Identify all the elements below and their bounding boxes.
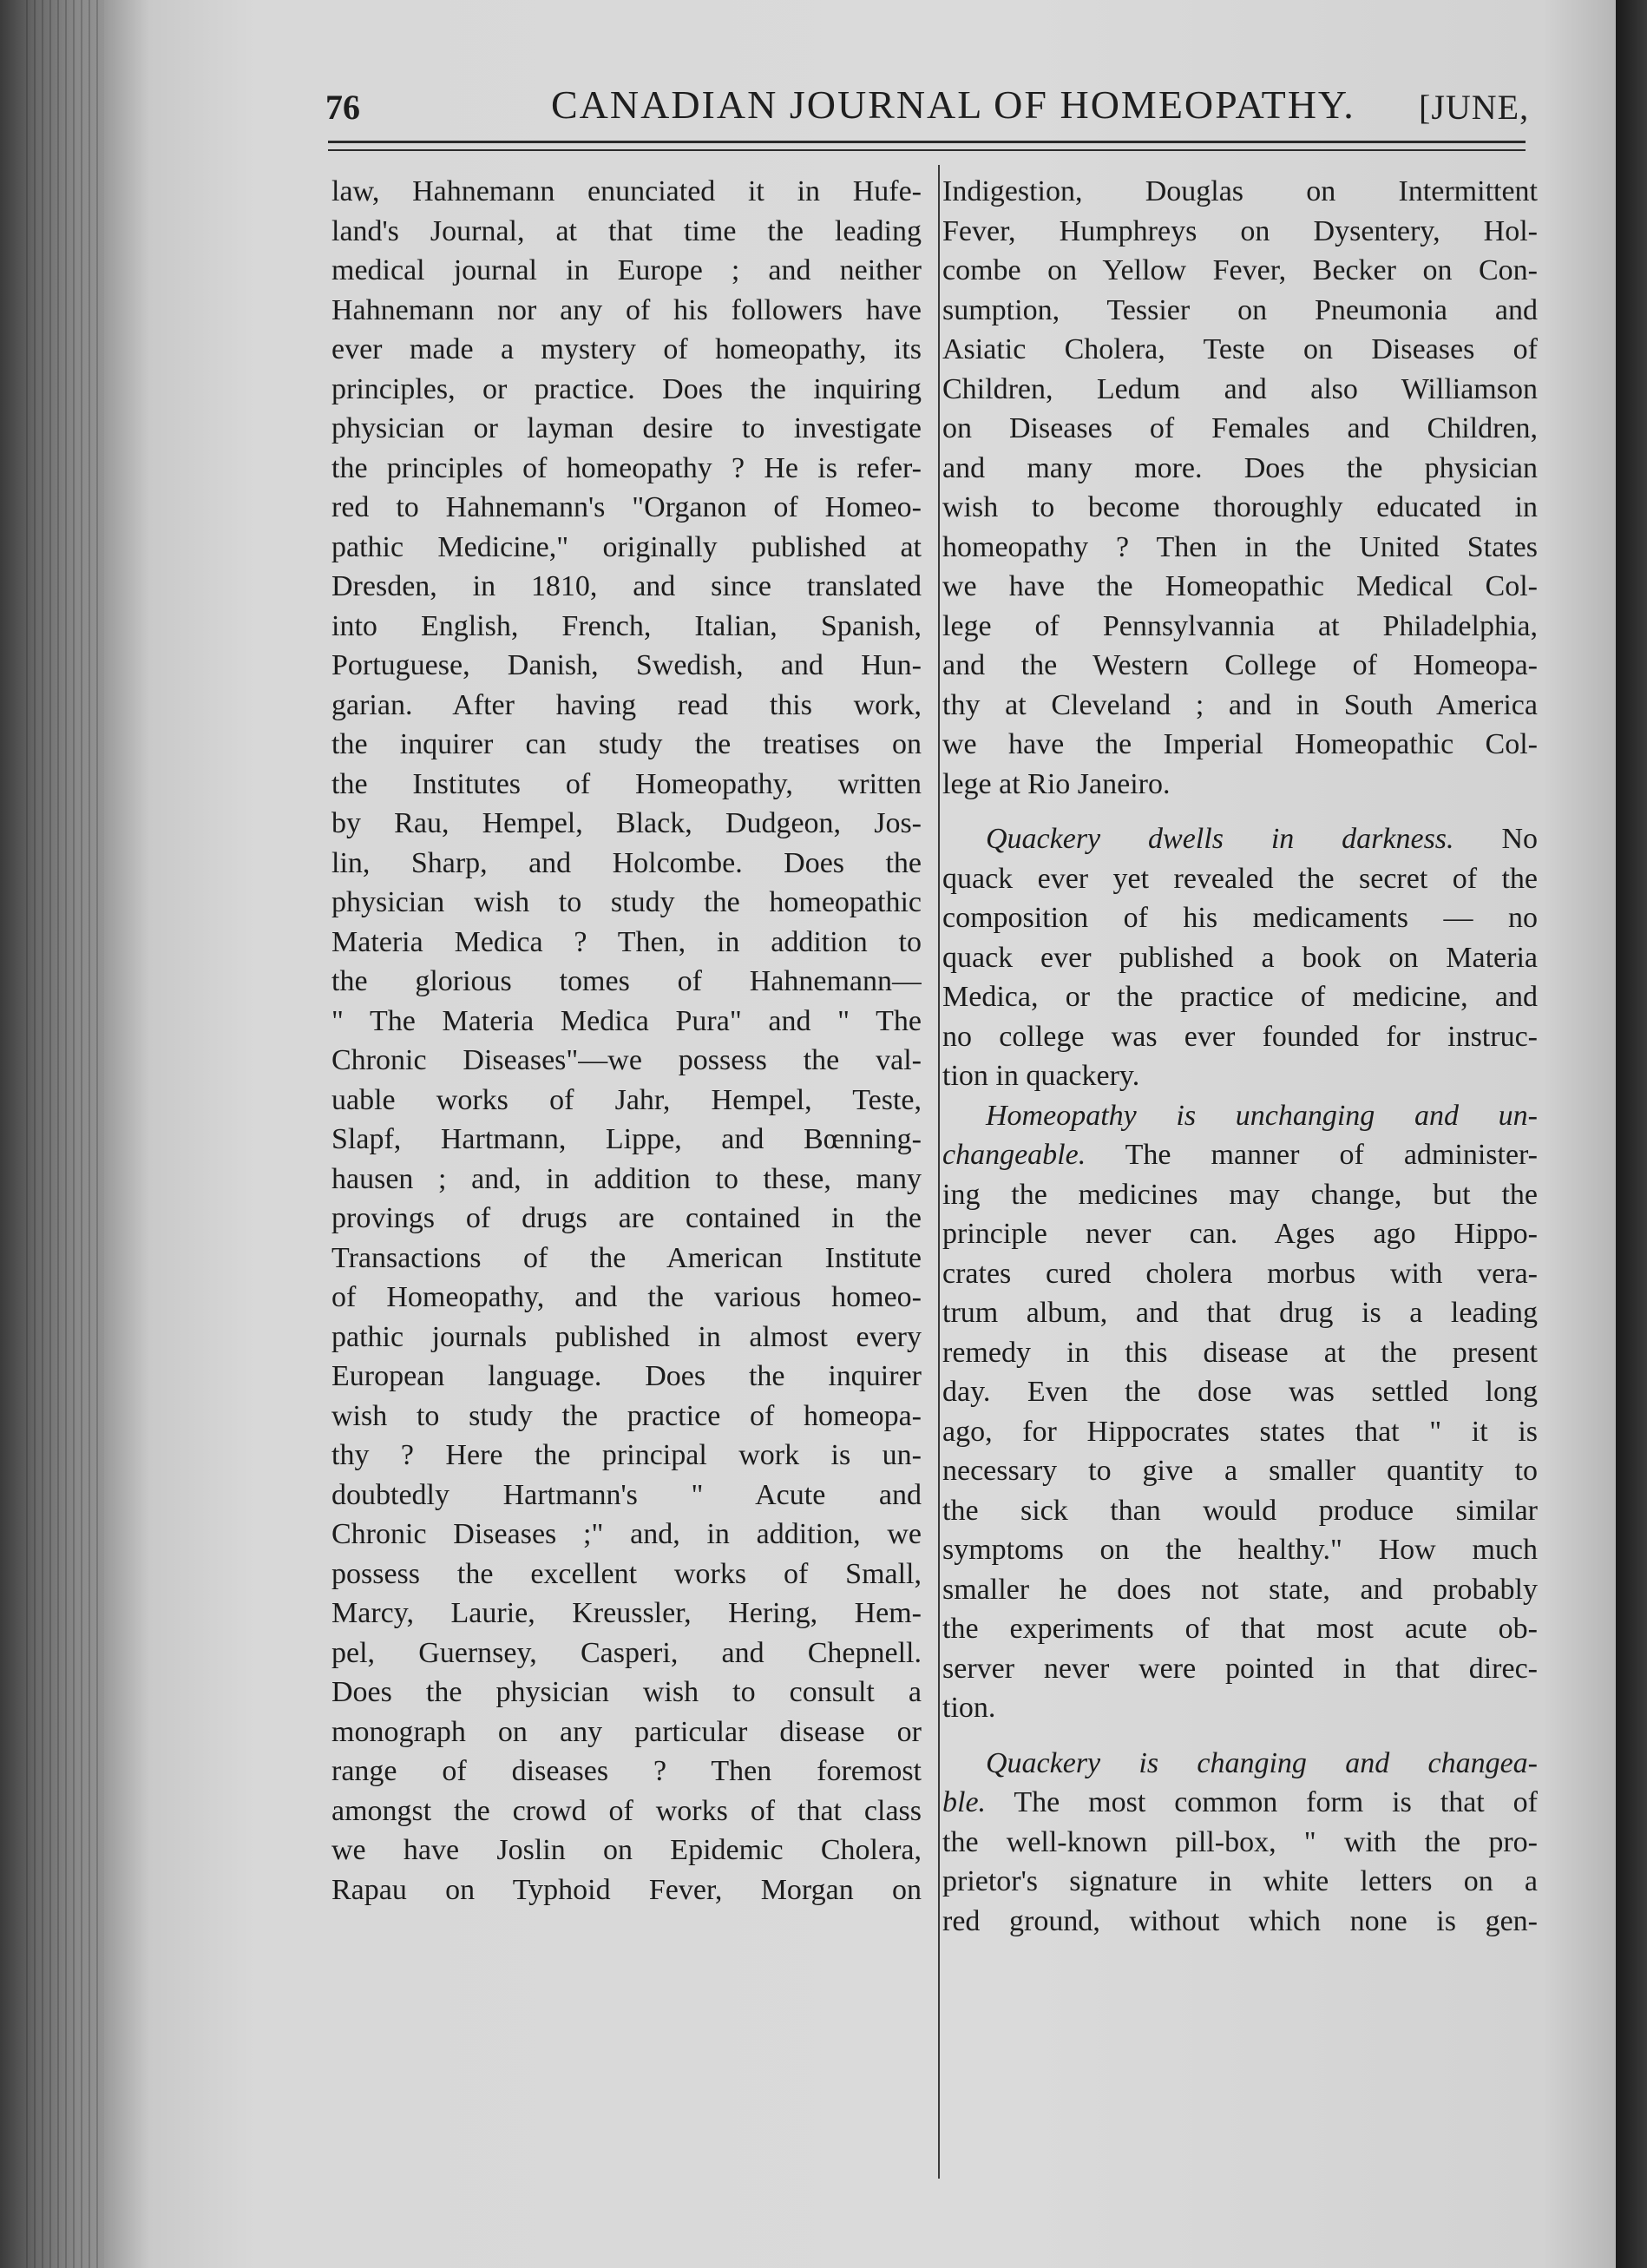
italic-heading: Quackery dwells in darkness. [986, 823, 1454, 855]
text-line: the Institutes of Homeopathy, written [331, 767, 922, 800]
text-line [942, 1744, 1538, 1784]
text-line: amongst the crowd of works of that class [331, 1794, 922, 1827]
text-line: the well-known pill-box, " with the pro- [942, 1825, 1538, 1858]
text-line: smaller he does not state, and probably [942, 1573, 1538, 1606]
text-line: lege of Pennsylvannia at Philadelphia, [942, 609, 1538, 642]
paragraph-3 [942, 1096, 1538, 1728]
text-line: garian. After having read this work, [331, 688, 922, 721]
text-line: ever made a mystery of homeopathy, its [331, 333, 922, 365]
paragraph-2 [942, 819, 1538, 1096]
text-line: lege at Rio Janeiro. [942, 767, 1171, 800]
page-right-edge [1616, 0, 1647, 2268]
text-line: principles, or practice. Does the inquiring [331, 372, 922, 405]
text-line: the sick than would produce similar [942, 1494, 1538, 1527]
text-line: symptoms on the healthy." How much [942, 1534, 1538, 1566]
header-rule [328, 141, 1526, 143]
text-line: Children, Ledum and also Williamson [942, 372, 1538, 405]
left-column [331, 172, 922, 1910]
text-line: and many more. Does the physician [942, 451, 1538, 484]
text-line: European language. Does the inquirer [331, 1360, 922, 1392]
text-line: remedy in this disease at the present [942, 1336, 1538, 1369]
text-line: physician wish to study the homeopathic [331, 886, 922, 918]
text-line: physician or layman desire to investigate [331, 412, 922, 444]
text-line: wish to study the practice of homeopa- [331, 1399, 922, 1432]
text-line: the inquirer can study the treatises on [331, 728, 922, 760]
text-line: hausen ; and, in addition to these, many [331, 1162, 922, 1195]
text-line [942, 819, 1538, 859]
header-month: [JUNE, [1419, 88, 1530, 127]
paragraph-gap [942, 804, 1538, 819]
text-line: Materia Medica ? Then, in addition to [331, 925, 922, 958]
page-number: 76 [325, 88, 360, 127]
text-line: principle never can. Ages ago Hippo- [942, 1218, 1538, 1250]
text-line: " The Materia Medica Pura" and " The [331, 1004, 922, 1037]
text-line: we have the Imperial Homeopathic Col- [942, 728, 1538, 760]
text-line [942, 1783, 1538, 1823]
text-line: Asiatic Cholera, Teste on Diseases of [942, 333, 1538, 365]
text-line: crates cured cholera morbus with vera- [942, 1257, 1538, 1290]
italic-heading: ble. [942, 1786, 987, 1818]
header-rule-thin [328, 149, 1526, 151]
text-line: law, Hahnemann enunciated it in Hufe- [331, 175, 922, 207]
text-line: the experiments of that most acute ob- [942, 1613, 1538, 1645]
text-line: tion. [942, 1692, 996, 1724]
text-line: Does the physician wish to consult a [331, 1676, 922, 1708]
text-line: day. Even the dose was settled long [942, 1376, 1538, 1408]
text-line: on Diseases of Females and Children, [942, 412, 1538, 444]
text-line: necessary to give a smaller quantity to [942, 1455, 1538, 1487]
text-line: Indigestion, Douglas on Intermittent [942, 175, 1538, 207]
text-line: the glorious tomes of Hahnemann— [331, 965, 922, 997]
text-line: Portuguese, Danish, Swedish, and Hun- [331, 649, 922, 681]
text-line: Slapf, Hartmann, Lippe, and Bœnning- [331, 1123, 922, 1155]
text-line: red to Hahnemann's "Organon of Homeo- [331, 491, 922, 523]
text-line: and the Western College of Homeopa- [942, 649, 1538, 681]
text-line: prietor's signature in white letters on a [942, 1865, 1538, 1897]
text-line: thy ? Here the principal work is un- [331, 1439, 922, 1471]
text-run: No [1453, 823, 1538, 855]
text-line: Chronic Diseases ;" and, in addition, we [331, 1518, 922, 1550]
text-line: ago, for Hippocrates states that " it is [942, 1415, 1538, 1448]
text-line: thy at Cleveland ; and in South America [942, 688, 1538, 721]
text-line: server never were pointed in that direc- [942, 1652, 1538, 1685]
text-line: no college was ever founded for instruc- [942, 1020, 1538, 1053]
text-line: tion in quackery. [942, 1060, 1140, 1092]
journal-title: CANADIAN JOURNAL OF HOMEOPATHY. [551, 82, 1355, 127]
text-line: Medica, or the practice of medicine, and [942, 981, 1538, 1013]
text-line: uable works of Jahr, Hempel, Teste, [331, 1083, 922, 1116]
text-line: the principles of homeopathy ? He is refer- [331, 451, 922, 484]
text-run: The manner of administer- [1086, 1139, 1538, 1171]
text-line: homeopathy ? Then in the United States [942, 530, 1538, 563]
paragraph-gap [942, 1728, 1538, 1744]
text-line: lin, Sharp, and Holcombe. Does the [331, 846, 922, 879]
column-divider [938, 165, 940, 2179]
text-line: Fever, Humphreys on Dysentery, Hol- [942, 214, 1538, 247]
text-line: ing the medicines may change, but the [942, 1178, 1538, 1211]
right-column [942, 172, 1538, 1941]
text-line [942, 1135, 1538, 1175]
text-line: Hahnemann nor any of his followers have [331, 293, 922, 326]
text-line: pathic Medicine," originally published at [331, 530, 922, 563]
running-header [221, 68, 1530, 137]
text-line: land's Journal, at that time the leading [331, 214, 922, 247]
text-line: monograph on any particular disease or [331, 1715, 922, 1748]
text-line: quack ever published a book on Materia [942, 941, 1538, 974]
text-line: red ground, without which none is gen- [942, 1904, 1538, 1937]
text-line: Marcy, Laurie, Kreussler, Hering, Hem- [331, 1597, 922, 1629]
paragraph-4 [942, 1744, 1538, 1942]
paragraph-1 [942, 172, 1538, 804]
text-line: Rapau on Typhoid Fever, Morgan on [331, 1873, 922, 1906]
text-line: quack ever yet revealed the secret of the [942, 862, 1538, 895]
text-line: provings of drugs are contained in the [331, 1202, 922, 1234]
text-line: by Rau, Hempel, Black, Dudgeon, Jos- [331, 807, 922, 839]
text-line: trum album, and that drug is a leading [942, 1297, 1538, 1329]
text-line: combe on Yellow Fever, Becker on Con- [942, 254, 1538, 286]
italic-heading: changeable. [942, 1139, 1086, 1171]
text-line: doubtedly Hartmann's " Acute and [331, 1478, 922, 1511]
text-line: into English, French, Italian, Spanish, [331, 609, 922, 642]
text-line: Dresden, in 1810, and since translated [331, 570, 922, 602]
text-line: we have the Homeopathic Medical Col- [942, 570, 1538, 602]
text-line: Chronic Diseases"—we possess the val- [331, 1044, 922, 1076]
text-line [942, 1096, 1538, 1136]
text-line: range of diseases ? Then foremost [331, 1755, 922, 1787]
text-line: pel, Guernsey, Casperi, and Chepnell. [331, 1636, 922, 1669]
text-line: pathic journals published in almost every [331, 1320, 922, 1353]
text-line: wish to become thoroughly educated in [942, 491, 1538, 523]
text-line: possess the excellent works of Small, [331, 1557, 922, 1590]
text-run: The most common form is that of [986, 1786, 1538, 1818]
italic-heading: Homeopathy is unchanging and un- [986, 1099, 1538, 1132]
italic-heading: Quackery is changing and changea- [986, 1746, 1538, 1779]
text-line: we have Joslin on Epidemic Cholera, [331, 1834, 922, 1866]
text-line: medical journal in Europe ; and neither [331, 254, 922, 286]
text-line: sumption, Tessier on Pneumonia and [942, 293, 1538, 326]
text-line: Transactions of the American Institute [331, 1241, 922, 1274]
text-line: composition of his medicaments — no [942, 902, 1538, 934]
text-line: of Homeopathy, and the various homeo- [331, 1281, 922, 1313]
